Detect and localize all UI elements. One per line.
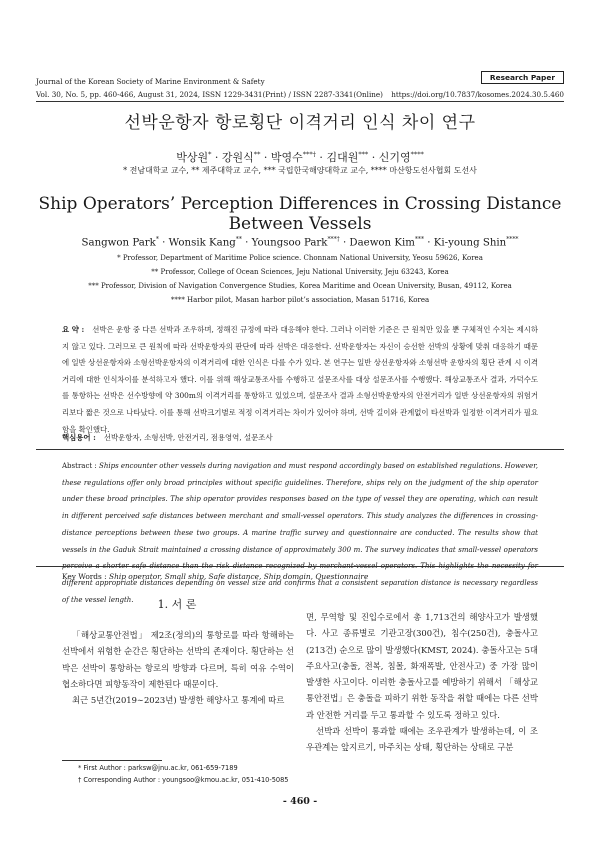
footnote-first-author: * First Author : parksw@jnu.ac.kr, 061-659-7189 xyxy=(78,764,238,772)
author-separator: · xyxy=(241,237,252,249)
korean-author-name: 박영수 xyxy=(270,151,303,164)
korean-abstract-label: 요 약 : xyxy=(62,325,85,334)
body-paragraph: 「해상교통안전법」 제2조(정의)의 통항로를 따라 항해하는 선박에서 위험한 순간은 횡단하는 선박의 존재이다. 횡단하는 선박은 선박이 통항하는 항로의 방향과 다르며, 특히 여유 수역이 협소하다면 피항동작이 제한된다 때문이다. xyxy=(62,630,294,689)
article-type-badge: Research Paper xyxy=(481,71,564,84)
affiliation-1: * Professor, Department of Maritime Police science. Chonnam National University, Yeosu 59626, Korea xyxy=(117,254,483,262)
english-abstract-text: Ships encounter other vessels during navigation and must respond accordingly based on established regulations. However, these regulations offer only broad principles without specific guidelines. Therefore, ships rely on the judgment of the ship operator under these broad principles. The ship operator provides responses based on the type of vessel they are operating, which can result in different perceived safe distances between merchant and small-vessel operators. This study analyzes the differences in crossing-distance perceptions between these two groups. A marine traffic survey and questionnaire are conducted. The results show that vessels in the Gaduk Strait maintained a crossing distance of approximately 300 m. The survey indicates that small-vessel operators perceive a shorter safe distance than the risk distance recognized by merchant-vessel operators. This highlights the necessity for different appropriate distances depending on vessel size and confirms that a consistent separation distance is necessary regardless of the vessel length. xyxy=(62,462,539,604)
author-separator: · xyxy=(260,151,271,164)
english-keywords-text: Ship operator, Small ship, Safe distance, Ship domain, Questionnaire xyxy=(109,572,369,581)
author-separator: · xyxy=(424,237,434,249)
english-authors xyxy=(0,236,600,248)
author-separator: · xyxy=(339,237,350,249)
korean-author-mark: *** xyxy=(358,150,369,159)
footnote-corresponding-author: † Corresponding Author : youngsoo@kmou.ac.kr, 051-410-5085 xyxy=(78,776,289,784)
english-author-mark: * xyxy=(155,236,159,243)
korean-author-mark: **** xyxy=(410,150,424,159)
korean-author-name: 신기영 xyxy=(378,151,411,164)
volume-line xyxy=(36,90,564,99)
english-title: Ship Operators’ Perception Differences in Crossing Distance Between Vessels xyxy=(38,194,562,234)
body-right-column xyxy=(306,609,538,756)
section-heading: 1. 서 론 xyxy=(157,598,197,611)
body-paragraph: 면, 무역항 및 진입수로에서 총 1,713건의 해양사고가 발생했다. 사고 종류별로 기관고장(300건), 침수(250건), 충돌사고(213건) 순으로 많이 발생했다(KMST, 2024). 충돌사고는 5대 주요사고(충돌, 전복, 침몰, 화재폭발, 안전사고) 중 가장 많이 발생한 사고이다. 이러한 충돌사고를 예방하기 위해서 「해상교통안전법」은 충돌을 피하기 위한 동작을 취할 때에는 다른 선박과 안전한 거리를 두고 통과할 수 있도록 정하고 있다. xyxy=(306,612,538,720)
korean-affiliation: * 전남대학교 교수, ** 제주대학교 교수, *** 국립한국해양대학교 교수, **** 마산항도선사협회 도선사 xyxy=(123,166,477,175)
korean-authors xyxy=(0,149,600,165)
korean-author-mark: * xyxy=(208,150,212,159)
english-abstract-label: Abstract : xyxy=(62,462,97,470)
journal-name: Journal of the Korean Society of Marine Environment & Safety xyxy=(36,77,265,86)
korean-keywords-text: 선박운항자, 소형선박, 안전거리, 점용영역, 설문조사 xyxy=(103,433,273,442)
english-author-mark: ** xyxy=(235,236,242,243)
header-rule xyxy=(36,101,564,102)
english-author-mark: *** xyxy=(414,236,425,243)
korean-title: 선박운항자 항로횡단 이격거리 인식 차이 연구 xyxy=(124,113,476,133)
korean-abstract xyxy=(62,322,538,438)
korean-keywords-label: 핵심용어 : xyxy=(62,433,96,442)
korean-author-name: 강원식 xyxy=(221,151,254,164)
author-separator: · xyxy=(211,151,222,164)
english-abstract xyxy=(62,458,538,608)
korean-author-name: 김대원 xyxy=(326,151,359,164)
affiliation-3: *** Professor, Division of Navigation Convergence Studies, Korea Maritime and Ocean University, Busan, 49112, Korea xyxy=(88,282,512,290)
affiliation-4: **** Harbor pilot, Masan harbor pilot’s association, Masan 51716, Korea xyxy=(170,296,430,304)
english-author-name: Wonsik Kang xyxy=(168,237,236,249)
english-author-name: Daewon Kim xyxy=(349,237,415,249)
author-separator: · xyxy=(158,237,169,249)
page-number: - 460 - xyxy=(282,796,318,807)
body-paragraph: 선박과 선박이 통과할 때에는 조우관계가 발생하는데, 이 조우관계는 앞지르기, 마주치는 상태, 횡단하는 상태로 구분 xyxy=(306,726,538,753)
footnote-rule xyxy=(62,760,162,761)
doi-link[interactable]: https://doi.org/10.7837/kosomes.2024.30.5.460 xyxy=(391,90,564,99)
author-separator: · xyxy=(368,151,379,164)
english-keywords-label: Key Words : xyxy=(62,572,107,581)
korean-keywords xyxy=(62,432,273,443)
english-keywords xyxy=(62,572,368,581)
abstract-rule xyxy=(36,449,564,450)
english-author-mark: ***† xyxy=(327,236,340,243)
english-author-name: Youngsoo Park xyxy=(251,237,328,249)
volume-info: Vol. 30, No. 5, pp. 460-466, August 31, 2024, ISSN 1229-3431(Print) / ISSN 2287-3341(Online) xyxy=(36,90,383,99)
keywords-rule xyxy=(36,566,564,567)
author-separator: · xyxy=(315,151,327,164)
english-author-name: Sangwon Park xyxy=(81,237,156,249)
korean-author-mark: ***† xyxy=(302,150,316,159)
body-paragraph: 최근 5년간(2019∼2023년) 발생한 해양사고 통계에 따르 xyxy=(72,695,285,706)
body-left-column xyxy=(62,627,294,708)
korean-author-mark: ** xyxy=(253,150,261,159)
korean-author-name: 박상원 xyxy=(176,151,209,164)
affiliation-2: ** Professor, College of Ocean Sciences, Jeju National University, Jeju 63243, Korea xyxy=(151,268,449,276)
korean-abstract-text: 선박은 운항 중 다른 선박과 조우하며, 정해진 규정에 따라 대응해야 한다. 그러나 이러한 기준은 큰 원칙만 있을 뿐 구체적인 수치는 제시하지 않고 있다. 그러므로 큰 원칙에 따라 선박운항자의 판단에 따라 선박은 대응한다. 선박운항자는 자신이 승선한 선박의 상황에 맞춰 대응하기 때문에 일반 상선운항자와 소형선박운항자의 이격거리에 대한 인식은 다를 수가 있다. 본 연구는 일반 상선운항자와 소형선박 운항자의 횡단 관계 시 이격거리에 대한 인식차이를 분석하고자 했다. 이를 위해 해상교통조사를 수행하고 설문조사를 대상 설문조사를 수행했다. 해상교통조사 결과, 가덕수도를 통항하는 선박은 선수방향에 약 300m의 이격거리를 통항하고 있었으며, 설문조사 결과 소형선박운항자의 안전거리가 일반 상선운항자의 위험거리보다 짧은 것으로 나타났다. 이를 통해 선박크기별로 적정 이격거리는 차이가 있어야 하며, 선박 길이와 관계없이 타선박과 일정한 이격거리가 필요함을 확인했다. xyxy=(62,325,539,434)
english-author-mark: **** xyxy=(506,236,519,243)
english-author-name: Ki-young Shin xyxy=(433,237,507,249)
